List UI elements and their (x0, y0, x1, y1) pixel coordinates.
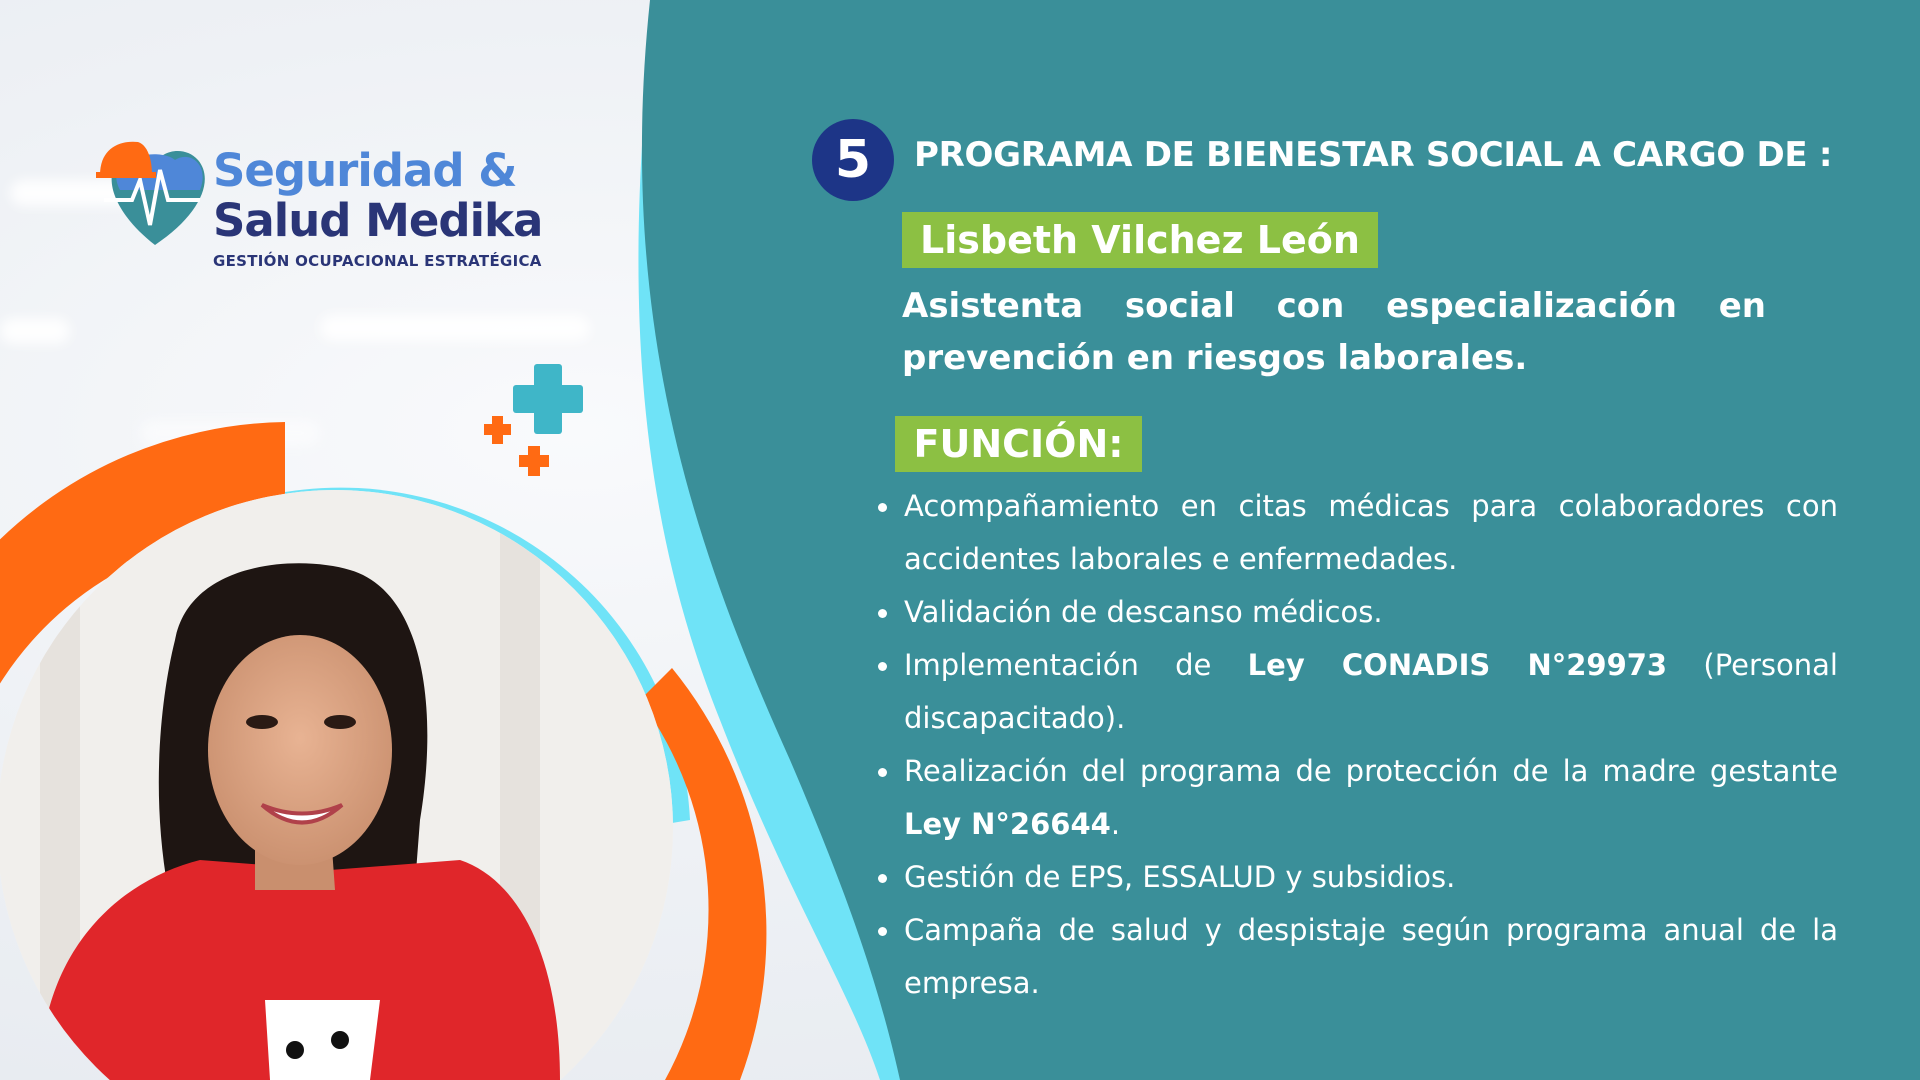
function-list (878, 480, 1838, 1010)
logo-subtitle: GESTIÓN OCUPACIONAL ESTRATÉGICA (213, 252, 542, 270)
function-item: Realización del programa de protección de la madre gestante Ley N°26644. (878, 745, 1838, 851)
function-item: Validación de descanso médicos. (878, 586, 1838, 639)
function-item: Acompañamiento en citas médicas para colaboradores con accidentes laborales e enfermedades. (878, 480, 1838, 586)
logo-title-line1: Seguridad & (213, 144, 517, 197)
function-item: Gestión de EPS, ESSALUD y subsidios. (878, 851, 1838, 904)
logo-title-line2: Salud Medika (213, 194, 543, 247)
person-description: Asistenta social con especialización en prevención en riesgos laborales. (902, 286, 1766, 378)
function-item: Campaña de salud y despistaje según programa anual de la empresa. (878, 904, 1838, 1010)
section-heading: PROGRAMA DE BIENESTAR SOCIAL A CARGO DE : (914, 135, 1833, 175)
function-label: FUNCIÓN: (895, 416, 1142, 472)
function-item: Implementación de Ley CONADIS N°29973 (Personal discapacitado). (878, 639, 1838, 745)
section-number: 5 (812, 119, 894, 201)
person-name-label: Lisbeth Vilchez León (902, 212, 1378, 268)
